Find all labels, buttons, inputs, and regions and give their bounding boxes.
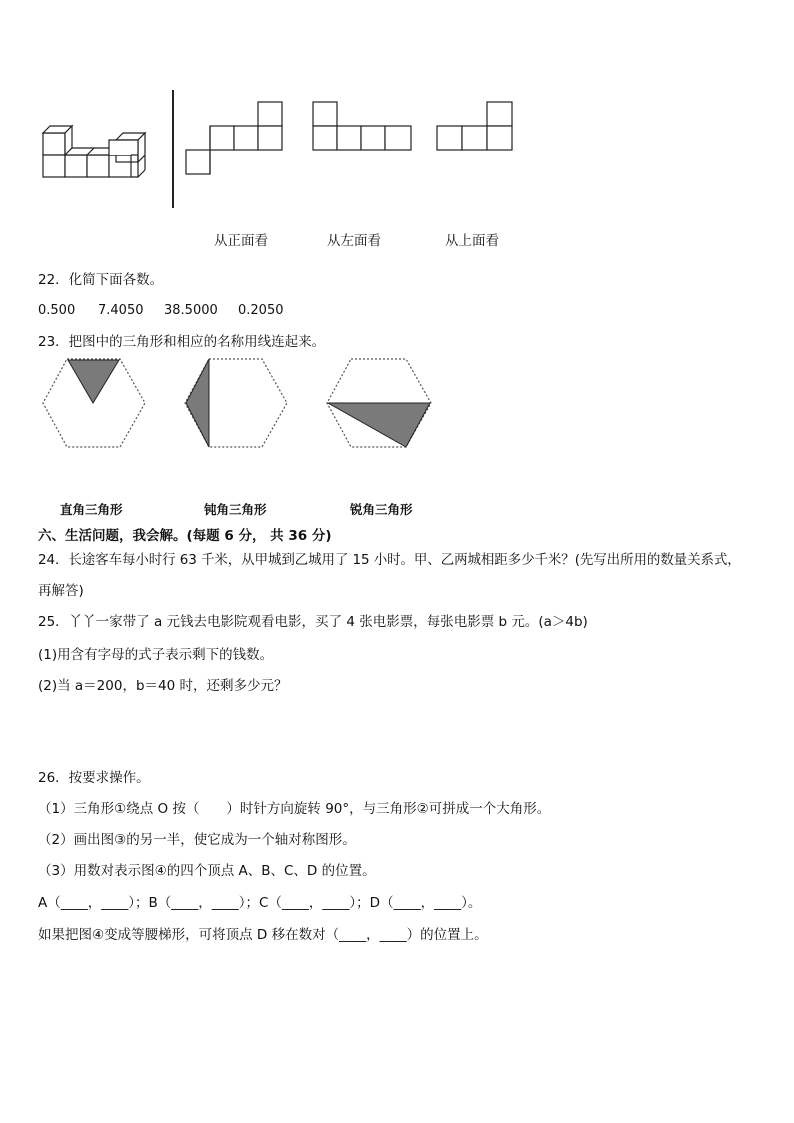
name-acute-triangle: 锐角三角形 <box>350 502 413 517</box>
q26-coords: A（____，____）；B（____，____）；C（____，____）；D（____，____）。 <box>38 895 482 911</box>
hexagon-figure-2 <box>184 358 288 448</box>
q26-part2: （2）画出图③的另一半，使它成为一个轴对称图形。 <box>38 832 356 848</box>
divider-line <box>172 90 174 208</box>
q22-number-4: 0.2050 <box>238 303 284 318</box>
q22-number-1: 0.500 <box>38 303 76 318</box>
top-view-grid <box>436 101 516 153</box>
name-obtuse-triangle: 钝角三角形 <box>204 502 267 517</box>
q25-part2: (2)当 a＝200，b＝40 时，还剩多少元？ <box>38 678 288 694</box>
q24-line2: 再解答) <box>38 583 84 599</box>
q26-final: 如果把图④变成等腰梯形，可将顶点 D 移在数对（____，____）的位置上。 <box>38 927 488 943</box>
hexagon-figure-1 <box>42 358 146 448</box>
front-view-grid <box>184 101 284 177</box>
cube-solid-figure <box>40 125 160 185</box>
q26-title: 26．按要求操作。 <box>38 770 150 786</box>
q22-number-2: 7.4050 <box>98 303 144 318</box>
hexagon-figure-3 <box>326 358 432 448</box>
q22-title: 22．化简下面各数。 <box>38 272 164 288</box>
top-view-label: 从上面看 <box>445 233 499 249</box>
q25-part1: (1)用含有字母的式子表示剩下的钱数。 <box>38 647 274 663</box>
q25-line1: 25．丫丫一家带了 a 元钱去电影院观看电影，买了 4 张电影票，每张电影票 b 元。(a＞4b) <box>38 614 588 630</box>
q26-part3: （3）用数对表示图④的四个顶点 A、B、C、D 的位置。 <box>38 863 376 879</box>
left-view-grid <box>312 101 416 153</box>
section6-heading: 六、生活问题，我会解。(每题 6 分， 共 36 分) <box>38 528 332 544</box>
q26-part1: （1）三角形①绕点 O 按（ ）时针方向旋转 90°，与三角形②可拼成一个大角形。 <box>38 801 551 817</box>
front-view-label: 从正面看 <box>214 233 268 249</box>
name-right-triangle: 直角三角形 <box>60 502 123 517</box>
left-view-label: 从左面看 <box>327 233 381 249</box>
q22-number-3: 38.5000 <box>164 303 218 318</box>
q24-line1: 24．长途客车每小时行 63 千米，从甲城到乙城用了 15 小时。甲、乙两城相距多少千米？(先写出所用的数量关系式， <box>38 552 741 568</box>
q23-title: 23．把图中的三角形和相应的名称用线连起来。 <box>38 334 326 350</box>
